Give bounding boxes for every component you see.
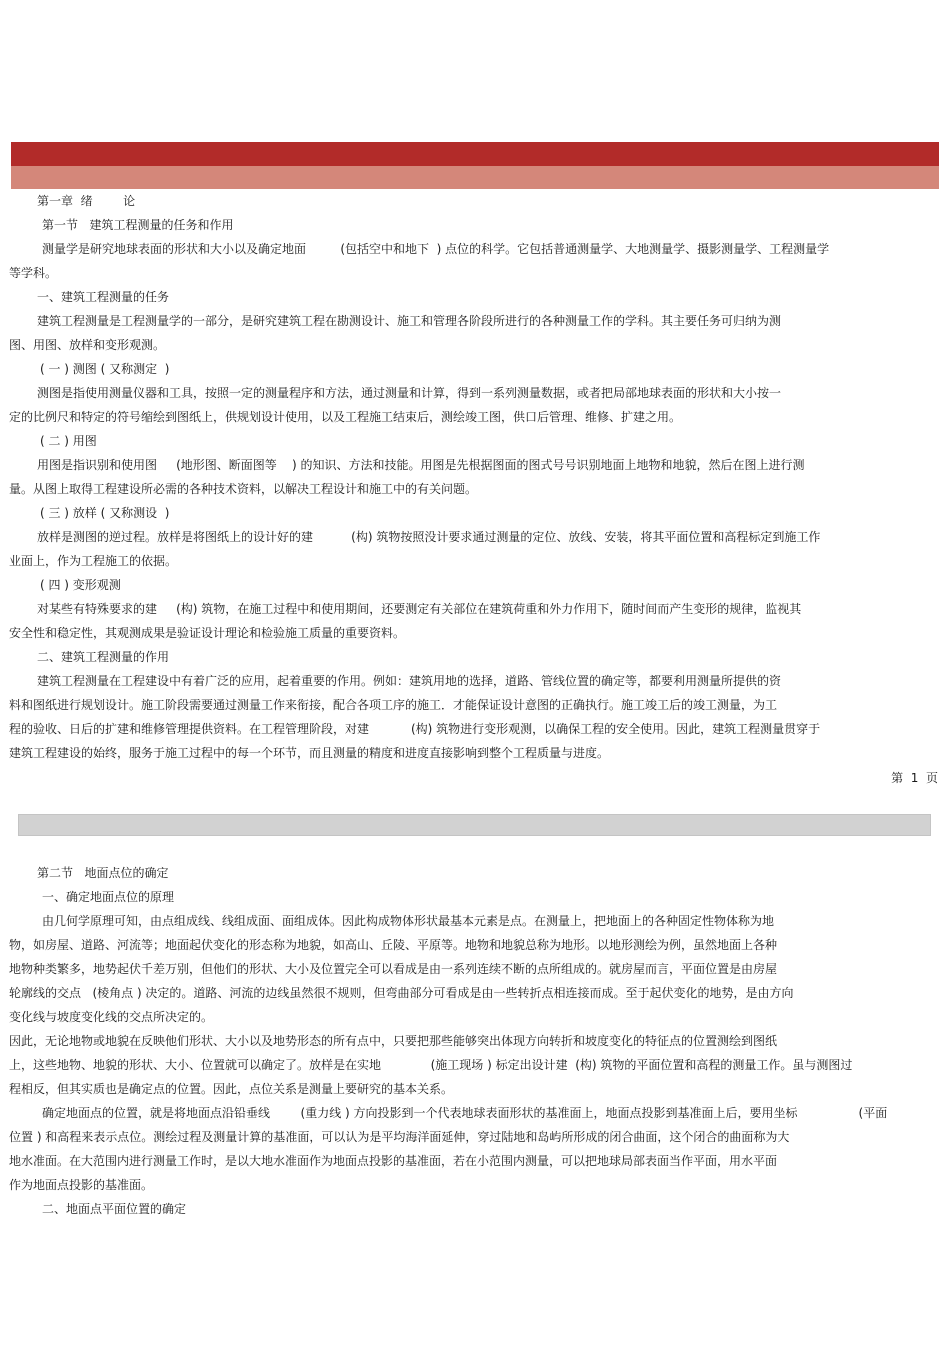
- page-number: 第 1 页: [891, 771, 938, 785]
- text-line: 建筑工程测量是工程测量学的一部分，是研究建筑工程在勘测设计、施工和管理各阶段所进行的各种测量工作的学科。其主要任务可归纳为测: [37, 314, 782, 328]
- text-line: 地物种类繁多，地势起伏千差万别，但他们的形状、大小及位置完全可以看成是由一系列连续不断的点所组成的。就房屋而言，平面位置是由房屋: [9, 962, 778, 976]
- subsection-heading: 二、建筑工程测量的作用: [37, 650, 170, 664]
- text-line: 测量学是研究地球表面的形状和大小以及确定地面 (包括空中和地下 ) 点位的科学。它包括普通测量学、大地测量学、摄影测量学、工程测量学: [42, 242, 830, 256]
- text-line: 程的验收、日后的扩建和维修管理提供资料。在工程管理阶段，对建 (构) 筑物进行变形观测，以确保工程的安全使用。因此，建筑工程测量贯穿于: [9, 722, 821, 736]
- text-line: 测图是指使用测量仪器和工具，按照一定的测量程序和方法，通过测量和计算，得到一系列测量数据，或者把局部地球表面的形状和大小按一: [37, 386, 782, 400]
- text-line: 业面上，作为工程施工的依据。: [9, 554, 178, 568]
- item-heading: ( 二 ) 用图: [40, 434, 97, 448]
- text-line: 建筑工程建设的始终，服务于施工过程中的每一个环节，而且测量的精度和进度直接影响到整个工程质量与进度。: [9, 746, 610, 760]
- text-line: 变化线与坡度变化线的交点所决定的。: [9, 1010, 214, 1024]
- text-line: 地水准面。在大范围内进行测量工作时，是以大地水准面作为地面点投影的基准面，若在小范围内测量，可以把地球局部表面当作平面，用水平面: [9, 1154, 778, 1168]
- text-line: 放样是测图的逆过程。放样是将图纸上的设计好的建 (构) 筑物按照没计要求通过测量的定位、放线、安装，将其平面位置和高程标定到施工作: [37, 530, 821, 544]
- text-line: 图、用图、放样和变形观测。: [9, 338, 166, 352]
- header-band-red: [11, 142, 939, 166]
- text-line: 因此，无论地物或地貌在反映他们形状、大小以及地势形态的所有点中，只要把那些能够突出体现方向转折和坡度变化的特征点的位置测绘到图纸: [9, 1034, 778, 1048]
- text-line: 物，如房屋、道路、河流等；地面起伏变化的形态称为地貌，如高山、丘陵、平原等。地物和地貌总称为地形。以地形测绘为例，虽然地面上各种: [9, 938, 778, 952]
- text-line: 由几何学原理可知，由点组成线、线组成面、面组成体。因此构成物体形状最基本元素是点。在测量上，把地面上的各种固定性物体称为地: [42, 914, 775, 928]
- item-heading: ( 一 ) 测图 ( 又称测定 ): [40, 362, 170, 376]
- text-line: 安全性和稳定性，其观测成果是验证设计理论和检验施工质量的重要资料。: [9, 626, 406, 640]
- subsection-heading: 二、地面点平面位置的确定: [42, 1202, 187, 1216]
- text-line: 等学科。: [9, 266, 58, 280]
- item-heading: ( 三 ) 放样 ( 又称测设 ): [40, 506, 170, 520]
- text-line: 定的比例尺和特定的符号缩绘到图纸上，供规划设计使用，以及工程施工结束后，测绘竣工图，供口后管理、维修、扩建之用。: [9, 410, 682, 424]
- text-line: 上，这些地物、地貌的形状、大小、位置就可以确定了。放样是在实地 (施工现场 ) 标定出设计建 (构) 筑物的平面位置和高程的测量工作。虽与测图过: [9, 1058, 853, 1072]
- text-line: 确定地面点的位置，就是将地面点沿铅垂线 (重力线 ) 方向投影到一个代表地球表面形状的基准面上，地面点投影到基准面上后，要用坐标 (平面: [42, 1106, 888, 1120]
- text-line: 位置 ) 和高程来表示点位。测绘过程及测量计算的基准面，可以认为是平均海洋面延伸，穿过陆地和岛屿所形成的闭合曲面，这个闭合的曲面称为大: [9, 1130, 790, 1144]
- header-band-pink: [11, 166, 939, 189]
- section-title: 第一节 建筑工程测量的任务和作用: [42, 218, 234, 232]
- item-heading: ( 四 ) 变形观测: [40, 578, 121, 592]
- text-line: 量。从图上取得工程建设所必需的各种技术资料，以解决工程设计和施工中的有关问题。: [9, 482, 478, 496]
- section-title: 第二节 地面点位的确定: [37, 866, 169, 880]
- chapter-title: 第一章 绪 论: [37, 194, 136, 208]
- text-line: 用图是指识别和使用图 (地形图、断面图等 ) 的知识、方法和技能。用图是先根据图面的图式号号识别地面上地物和地貌，然后在图上进行测: [37, 458, 805, 472]
- subsection-heading: 一、建筑工程测量的任务: [37, 290, 170, 304]
- text-line: 作为地面点投影的基准面。: [9, 1178, 154, 1192]
- text-line: 对某些有特殊要求的建 (构) 筑物，在施工过程中和使用期间，还要测定有关部位在建筑荷重和外力作用下，随时间而产生变形的规律，监视其: [37, 602, 802, 616]
- text-line: 程相反，但其实质也是确定点的位置。因此，点位关系是测量上要研究的基本关系。: [9, 1082, 454, 1096]
- text-line: 轮廓线的交点 (棱角点 ) 决定的。道路、河流的边线虽然很不规则，但弯曲部分可看成是由一些转折点相连接而成。至于起伏变化的地势，是由方向: [9, 986, 794, 1000]
- subsection-heading: 一、确定地面点位的原理: [42, 890, 175, 904]
- text-line: 料和图纸进行规划设计。施工阶段需要通过测量工作来衔接，配合各项工序的施工．才能保证设计意图的正确执行。施工竣工后的竣工测量，为工: [9, 698, 778, 712]
- text-line: 建筑工程测量在工程建设中有着广泛的应用，起着重要的作用。例如：建筑用地的选择，道路、管线位置的确定等，都要利用测量所提供的资: [37, 674, 782, 688]
- page-separator-band: [18, 814, 931, 836]
